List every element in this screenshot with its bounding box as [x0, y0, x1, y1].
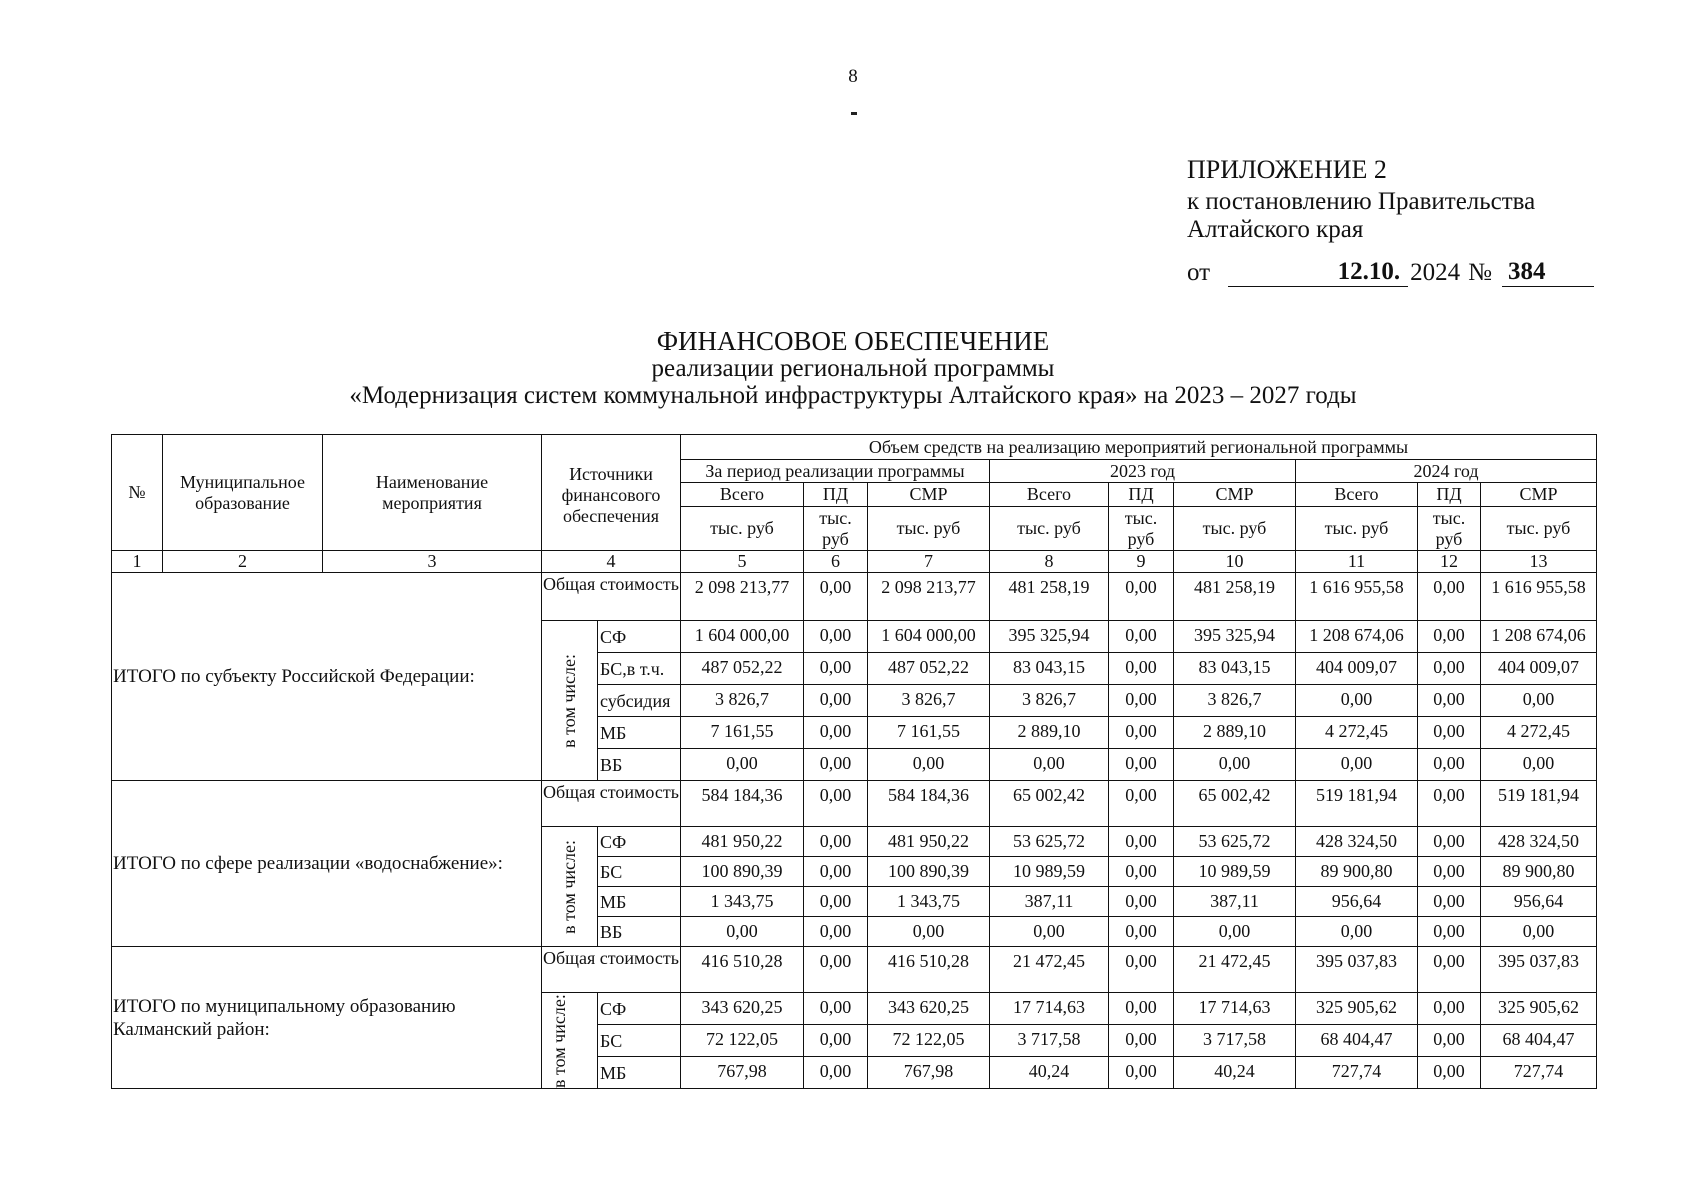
column-number: 4: [542, 551, 681, 573]
value-cell: 68 404,47: [1481, 1025, 1597, 1057]
value-cell: 428 324,50: [1481, 827, 1597, 857]
title-line-3: «Модернизация систем коммунальной инфраструктуры Алтайского края» на 2023 – 2027 годы: [349, 382, 1357, 409]
header-total: Всего: [990, 483, 1109, 507]
value-cell: 0,00: [804, 621, 868, 653]
column-number: 2: [163, 551, 323, 573]
value-cell: 0,00: [1481, 685, 1597, 717]
value-cell: 1 343,75: [868, 887, 990, 917]
column-number: 13: [1481, 551, 1597, 573]
decree-date: 12.10.: [1228, 258, 1408, 287]
value-cell: 65 002,42: [990, 781, 1109, 827]
value-cell: 428 324,50: [1296, 827, 1418, 857]
value-cell: 416 510,28: [681, 947, 804, 993]
value-cell: 0,00: [1109, 781, 1174, 827]
value-cell: 395 325,94: [1174, 621, 1296, 653]
header-pd: ПД: [1418, 483, 1481, 507]
header-unit-short: тыс. руб: [804, 507, 868, 551]
group-total-label: ИТОГО по субъекту Российской Федерации:: [112, 573, 542, 781]
value-cell: 100 890,39: [681, 857, 804, 887]
value-cell: 343 620,25: [681, 993, 804, 1025]
value-cell: 395 325,94: [990, 621, 1109, 653]
value-cell: 0,00: [1418, 621, 1481, 653]
value-cell: 0,00: [1418, 827, 1481, 857]
value-cell: 40,24: [990, 1057, 1109, 1089]
appendix-block: [1187, 156, 1594, 287]
value-cell: 83 043,15: [1174, 653, 1296, 685]
page-dash-mark: [851, 112, 857, 115]
value-cell: 17 714,63: [990, 993, 1109, 1025]
value-cell: 2 098 213,77: [681, 573, 804, 621]
source-label: ВБ: [598, 749, 681, 781]
decree-year: 2024: [1410, 259, 1461, 286]
value-cell: 72 122,05: [681, 1025, 804, 1057]
value-cell: 0,00: [1296, 749, 1418, 781]
header-pd: ПД: [1109, 483, 1174, 507]
financing-table: [111, 434, 1597, 1089]
value-cell: 40,24: [1174, 1057, 1296, 1089]
group-total-label: ИТОГО по сфере реализации «водоснабжение»:: [112, 781, 542, 947]
value-cell: 956,64: [1296, 887, 1418, 917]
value-cell: 0,00: [1418, 1057, 1481, 1089]
value-cell: 767,98: [868, 1057, 990, 1089]
value-cell: 72 122,05: [868, 1025, 990, 1057]
page-number: 8: [848, 66, 858, 87]
value-cell: 53 625,72: [1174, 827, 1296, 857]
value-cell: 0,00: [1418, 993, 1481, 1025]
value-cell: 1 208 674,06: [1296, 621, 1418, 653]
value-cell: 0,00: [1109, 749, 1174, 781]
value-cell: 100 890,39: [868, 857, 990, 887]
including-band: [542, 993, 598, 1089]
value-cell: 727,74: [1296, 1057, 1418, 1089]
value-cell: 21 472,45: [1174, 947, 1296, 993]
title-line-1: ФИНАНСОВОЕ ОБЕСПЕЧЕНИЕ: [656, 326, 1050, 356]
header-sources: Источники финансового обеспечения: [542, 435, 681, 551]
appendix-title: ПРИЛОЖЕНИЕ 2: [1187, 155, 1387, 184]
column-number: 12: [1418, 551, 1481, 573]
value-cell: 0,00: [804, 717, 868, 749]
value-cell: 0,00: [1109, 685, 1174, 717]
value-cell: 0,00: [1418, 573, 1481, 621]
decree-reference: [1187, 258, 1594, 287]
source-label: СФ: [598, 621, 681, 653]
value-cell: 343 620,25: [868, 993, 990, 1025]
value-cell: 0,00: [1109, 653, 1174, 685]
header-unit: тыс. руб: [868, 507, 990, 551]
header-unit: тыс. руб: [1296, 507, 1418, 551]
value-cell: 0,00: [1418, 887, 1481, 917]
value-cell: 2 098 213,77: [868, 573, 990, 621]
value-cell: 4 272,45: [1481, 717, 1597, 749]
value-cell: 481 950,22: [868, 827, 990, 857]
including-label: в том числе:: [559, 839, 579, 934]
value-cell: 68 404,47: [1296, 1025, 1418, 1057]
table-body: [112, 573, 1597, 1089]
value-cell: 0,00: [804, 1057, 868, 1089]
header-total: Всего: [681, 483, 804, 507]
value-cell: 3 826,7: [990, 685, 1109, 717]
header-year-2024: 2024 год: [1296, 460, 1597, 483]
value-cell: 0,00: [804, 749, 868, 781]
table-header: [112, 435, 1597, 573]
group-total-label: ИТОГО по муниципальному образованию Калманский район:: [112, 947, 542, 1089]
column-number: 9: [1109, 551, 1174, 573]
source-label: СФ: [598, 827, 681, 857]
value-cell: 0,00: [1481, 749, 1597, 781]
value-cell: 2 889,10: [1174, 717, 1296, 749]
column-number: 6: [804, 551, 868, 573]
value-cell: 0,00: [868, 917, 990, 947]
including-band: [542, 621, 598, 781]
value-cell: 0,00: [804, 653, 868, 685]
decree-number-sign: №: [1468, 259, 1492, 286]
table-row: [112, 573, 1597, 621]
value-cell: 0,00: [804, 827, 868, 857]
header-unit: тыс. руб: [990, 507, 1109, 551]
appendix-line-1: к постановлению Правительства: [1187, 188, 1536, 215]
source-label: МБ: [598, 887, 681, 917]
source-label: БС: [598, 857, 681, 887]
header-unit-short: тыс. руб: [1109, 507, 1174, 551]
value-cell: 0,00: [1109, 947, 1174, 993]
header-unit: тыс. руб: [1481, 507, 1597, 551]
value-cell: 1 343,75: [681, 887, 804, 917]
value-cell: 584 184,36: [681, 781, 804, 827]
value-cell: 53 625,72: [990, 827, 1109, 857]
value-cell: 395 037,83: [1481, 947, 1597, 993]
value-cell: 0,00: [1418, 749, 1481, 781]
value-cell: 0,00: [804, 917, 868, 947]
column-number: 11: [1296, 551, 1418, 573]
header-measure: Наименование мероприятия: [323, 435, 542, 551]
value-cell: 83 043,15: [990, 653, 1109, 685]
including-band: [542, 827, 598, 947]
value-cell: 21 472,45: [990, 947, 1109, 993]
value-cell: 0,00: [804, 887, 868, 917]
value-cell: 0,00: [804, 993, 868, 1025]
appendix-line-2: Алтайского края: [1187, 216, 1364, 243]
value-cell: 0,00: [1109, 1057, 1174, 1089]
value-cell: 89 900,80: [1296, 857, 1418, 887]
column-number: 5: [681, 551, 804, 573]
value-cell: 2 889,10: [990, 717, 1109, 749]
header-unit: тыс. руб: [1174, 507, 1296, 551]
value-cell: 0,00: [1174, 749, 1296, 781]
column-number: 7: [868, 551, 990, 573]
value-cell: 3 717,58: [990, 1025, 1109, 1057]
general-cost-label: Общая стоимость: [542, 573, 681, 621]
value-cell: 1 616 955,58: [1481, 573, 1597, 621]
value-cell: 0,00: [1296, 685, 1418, 717]
value-cell: 0,00: [804, 685, 868, 717]
source-label: БС,в т.ч.: [598, 653, 681, 685]
source-label: СФ: [598, 993, 681, 1025]
value-cell: 7 161,55: [868, 717, 990, 749]
value-cell: 3 826,7: [681, 685, 804, 717]
source-label: ВБ: [598, 917, 681, 947]
column-number: 10: [1174, 551, 1296, 573]
header-smr: СМР: [1174, 483, 1296, 507]
source-label: БС: [598, 1025, 681, 1057]
value-cell: 0,00: [1418, 781, 1481, 827]
value-cell: 10 989,59: [990, 857, 1109, 887]
value-cell: 584 184,36: [868, 781, 990, 827]
header-year-2023: 2023 год: [990, 460, 1296, 483]
value-cell: 481 258,19: [1174, 573, 1296, 621]
header-unit-short: тыс. руб: [1418, 507, 1481, 551]
value-cell: 387,11: [1174, 887, 1296, 917]
value-cell: 0,00: [804, 857, 868, 887]
value-cell: 519 181,94: [1296, 781, 1418, 827]
header-municipality: Муниципальное образование: [163, 435, 323, 551]
value-cell: 0,00: [1418, 947, 1481, 993]
value-cell: 325 905,62: [1296, 993, 1418, 1025]
column-number: 3: [323, 551, 542, 573]
value-cell: 0,00: [1418, 917, 1481, 947]
including-label: в том числе:: [559, 653, 579, 748]
value-cell: 1 604 000,00: [868, 621, 990, 653]
value-cell: 1 604 000,00: [681, 621, 804, 653]
value-cell: 487 052,22: [681, 653, 804, 685]
value-cell: 0,00: [804, 947, 868, 993]
column-number: 1: [112, 551, 163, 573]
value-cell: 0,00: [1481, 917, 1597, 947]
header-volume: Объем средств на реализацию мероприятий региональной программы: [681, 435, 1597, 460]
value-cell: 0,00: [1109, 621, 1174, 653]
value-cell: 0,00: [1109, 917, 1174, 947]
table-row: [112, 947, 1597, 993]
decree-from-label: от: [1187, 259, 1211, 286]
value-cell: 0,00: [1109, 857, 1174, 887]
value-cell: 416 510,28: [868, 947, 990, 993]
value-cell: 0,00: [804, 1025, 868, 1057]
value-cell: 0,00: [1174, 917, 1296, 947]
value-cell: 0,00: [1109, 573, 1174, 621]
header-unit: тыс. руб: [681, 507, 804, 551]
value-cell: 0,00: [804, 573, 868, 621]
value-cell: 0,00: [1418, 857, 1481, 887]
value-cell: 0,00: [681, 749, 804, 781]
value-cell: 0,00: [990, 917, 1109, 947]
value-cell: 10 989,59: [1174, 857, 1296, 887]
value-cell: 0,00: [1109, 1025, 1174, 1057]
value-cell: 0,00: [990, 749, 1109, 781]
header-smr: СМР: [1481, 483, 1597, 507]
value-cell: 767,98: [681, 1057, 804, 1089]
value-cell: 0,00: [1418, 717, 1481, 749]
value-cell: 481 258,19: [990, 573, 1109, 621]
header-pd: ПД: [804, 483, 868, 507]
general-cost-label: Общая стоимость: [542, 947, 681, 993]
value-cell: 7 161,55: [681, 717, 804, 749]
column-number: 8: [990, 551, 1109, 573]
general-cost-label: Общая стоимость: [542, 781, 681, 827]
header-smr: СМР: [868, 483, 990, 507]
value-cell: 0,00: [1109, 717, 1174, 749]
header-num: №: [112, 435, 163, 551]
value-cell: 1 208 674,06: [1481, 621, 1597, 653]
value-cell: 325 905,62: [1481, 993, 1597, 1025]
value-cell: 65 002,42: [1174, 781, 1296, 827]
source-label: МБ: [598, 1057, 681, 1089]
value-cell: 487 052,22: [868, 653, 990, 685]
value-cell: 3 826,7: [1174, 685, 1296, 717]
value-cell: 3 826,7: [868, 685, 990, 717]
value-cell: 0,00: [681, 917, 804, 947]
value-cell: 0,00: [868, 749, 990, 781]
decree-number: 384: [1502, 258, 1594, 287]
value-cell: 395 037,83: [1296, 947, 1418, 993]
value-cell: 0,00: [1418, 1025, 1481, 1057]
value-cell: 0,00: [1109, 827, 1174, 857]
value-cell: 481 950,22: [681, 827, 804, 857]
value-cell: 1 616 955,58: [1296, 573, 1418, 621]
value-cell: 0,00: [1109, 993, 1174, 1025]
header-total: Всего: [1296, 483, 1418, 507]
value-cell: 404 009,07: [1296, 653, 1418, 685]
value-cell: 0,00: [1418, 685, 1481, 717]
value-cell: 0,00: [804, 781, 868, 827]
including-label: в том числе:: [548, 993, 569, 1088]
source-label: субсидия: [598, 685, 681, 717]
value-cell: 387,11: [990, 887, 1109, 917]
header-period-total: За период реализации программы: [681, 460, 990, 483]
value-cell: 0,00: [1418, 653, 1481, 685]
value-cell: 0,00: [1109, 887, 1174, 917]
title-line-2: реализации региональной программы: [651, 355, 1055, 382]
value-cell: 519 181,94: [1481, 781, 1597, 827]
value-cell: 0,00: [1296, 917, 1418, 947]
value-cell: 727,74: [1481, 1057, 1597, 1089]
value-cell: 956,64: [1481, 887, 1597, 917]
source-label: МБ: [598, 717, 681, 749]
table-row: [112, 781, 1597, 827]
value-cell: 404 009,07: [1481, 653, 1597, 685]
value-cell: 17 714,63: [1174, 993, 1296, 1025]
document-title: [0, 328, 1706, 409]
value-cell: 3 717,58: [1174, 1025, 1296, 1057]
value-cell: 89 900,80: [1481, 857, 1597, 887]
value-cell: 4 272,45: [1296, 717, 1418, 749]
